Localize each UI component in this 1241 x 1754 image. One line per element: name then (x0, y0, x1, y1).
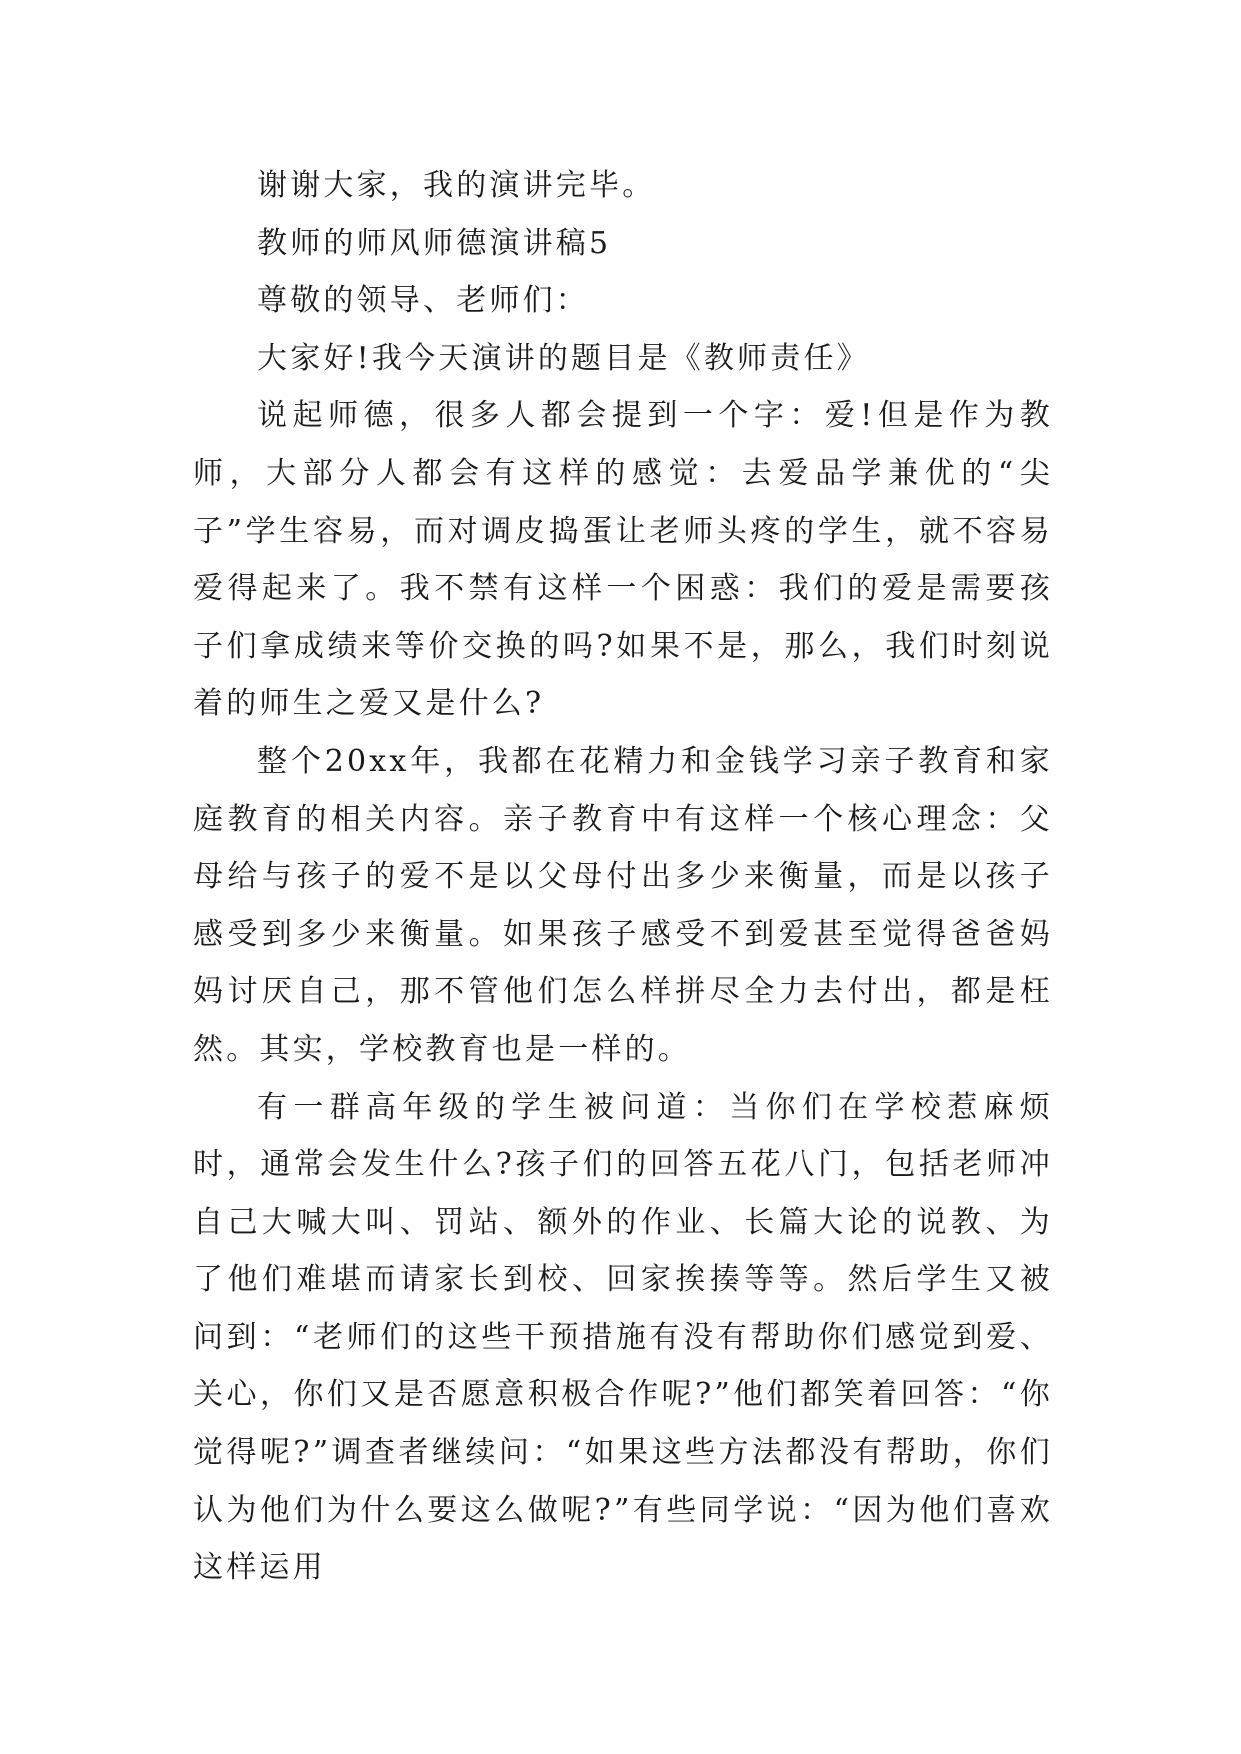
paragraph-speech-title: 教师的师风师德演讲稿5 (257, 225, 612, 261)
paragraph-closing: 谢谢大家，我的演讲完毕。 (257, 168, 656, 203)
paragraph-salutation: 尊敬的领导、老师们： (257, 283, 589, 319)
paragraph-body-1: 说起师德，很多人都会提到一个字：爱!但是作为教师，大部分人都会有这样的感觉：去爱品学兼优的“尖子”学生容易，而对调皮捣蛋让老师头疼的学生，就不容易爱得起来了。我不禁有这样一个困惑：我们的爱是需要孩子们拿成绩来等价交换的吗?如果不是，那么，我们时刻说着的师生之爱又是什么? (193, 398, 1053, 722)
document-body (193, 157, 1053, 1597)
paragraph-body-2: 整个20xx年，我都在花精力和金钱学习亲子教育和家庭教育的相关内容。亲子教育中有这样一个核心理念：父母给与孩子的爱不是以父母付出多少来衡量，而是以孩子感受到多少来衡量。如果孩子感受不到爱甚至觉得爸爸妈妈讨厌自己，那不管他们怎么样拼尽全力去付出，都是枉然。其实，学校教育也是一样的。 (193, 743, 1053, 1067)
paragraph-body-3: 有一群高年级的学生被问道：当你们在学校惹麻烦时，通常会发生什么?孩子们的回答五花八门，包括老师冲自己大喊大叫、罚站、额外的作业、长篇大论的说教、为了他们难堪而请家长到校、回家挨揍等等。然后学生又被问到：“老师们的这些干预措施有没有帮助你们感觉到爱、关心，你们又是否愿意积极合作呢?”他们都笑着回答：“你觉得呢?”调查者继续问：“如果这些方法都没有帮助，你们认为他们为什么要这么做呢?”有些同学说：“因为他们喜欢这样运用 (193, 1089, 1053, 1586)
paragraph-greeting: 大家好!我今天演讲的题目是《教师责任》 (257, 340, 870, 376)
